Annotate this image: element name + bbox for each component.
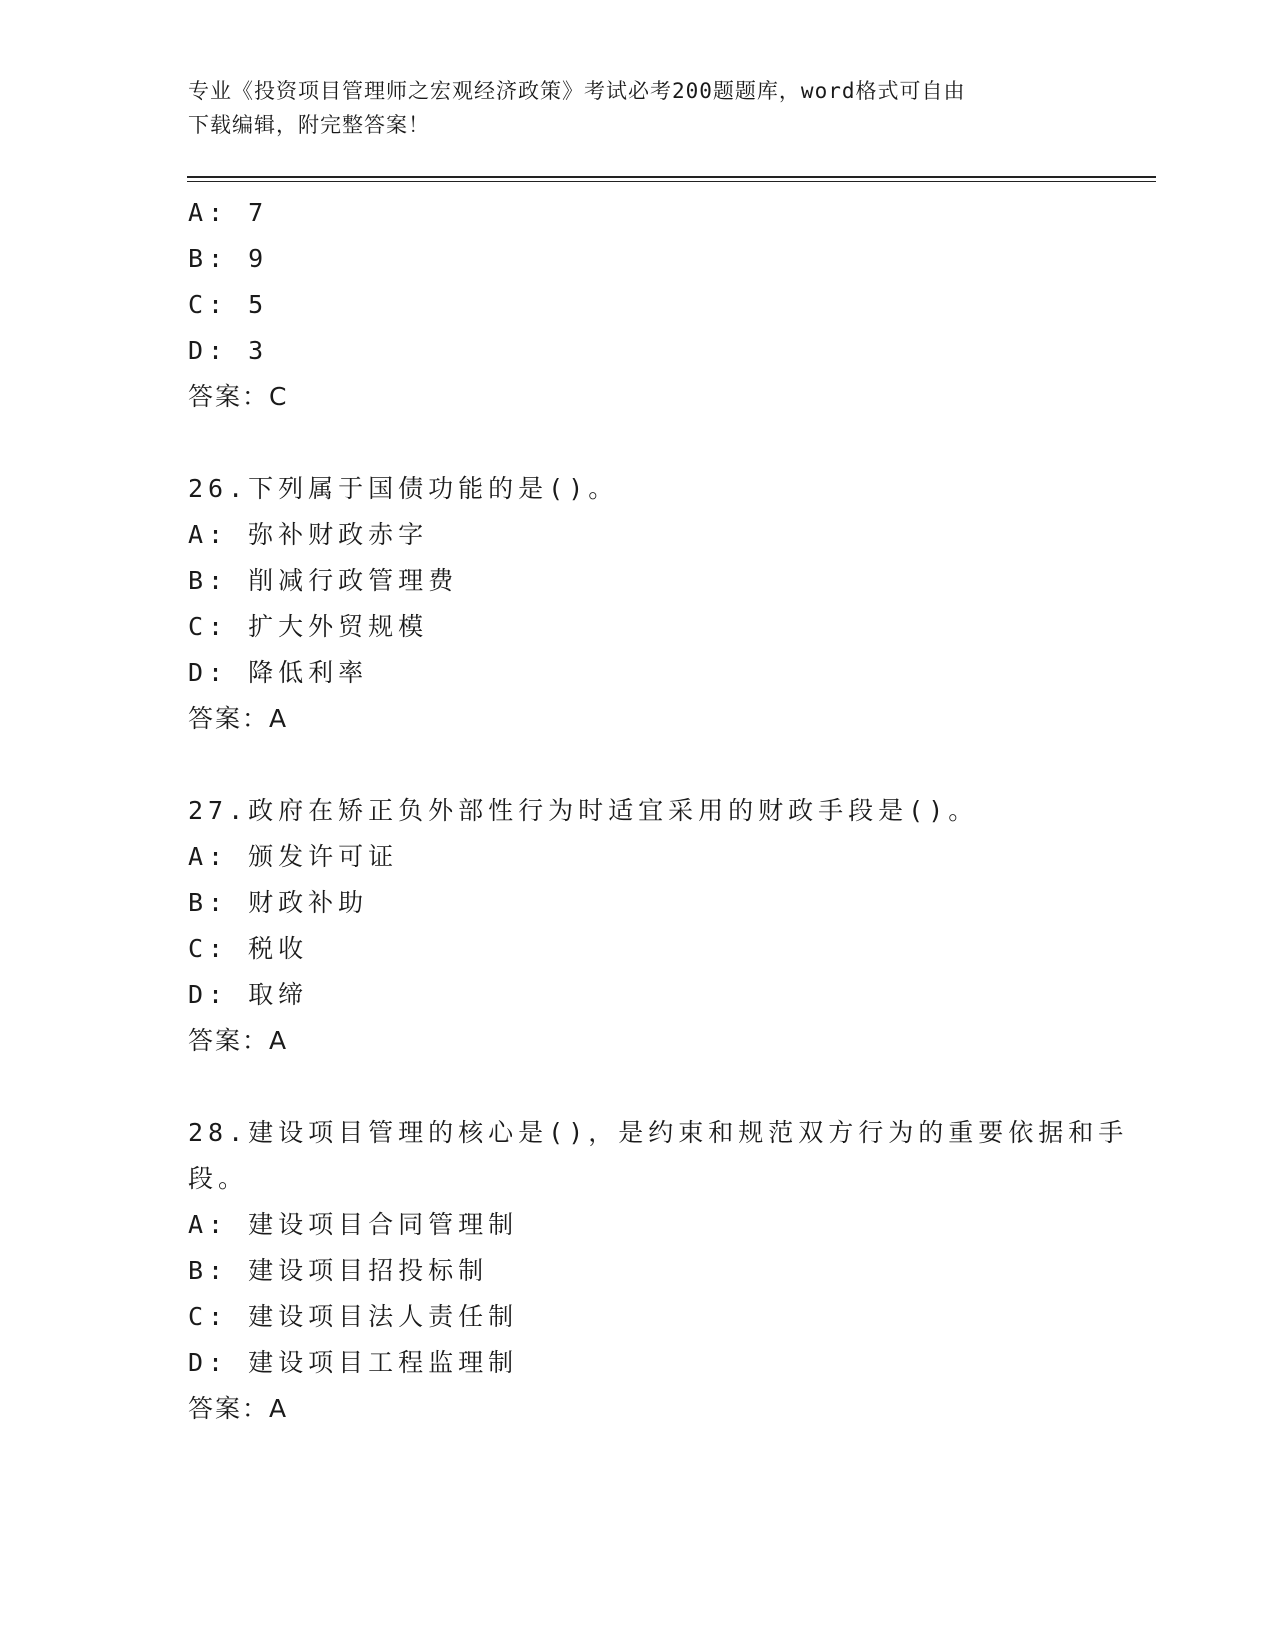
header-line-2: 下载编辑，附完整答案！: [188, 113, 430, 137]
question-text: 26.下列属于国债功能的是()。: [188, 474, 619, 503]
header-divider-thin: [187, 181, 1156, 182]
question-list: [188, 190, 1129, 1432]
answer: 答案：C: [188, 382, 289, 411]
option-c: C: 税收: [188, 934, 309, 963]
header-line-1: 专业《投资项目管理师之宏观经济政策》考试必考200题题库，word格式可自由: [188, 79, 966, 103]
answer: 答案：A: [188, 1026, 289, 1055]
option-b: B: 9: [188, 244, 269, 273]
question-28: [188, 1110, 1129, 1432]
option-c: C: 扩大外贸规模: [188, 612, 429, 641]
question-text-line-2: 段。: [188, 1164, 249, 1193]
option-d: D: 3: [188, 336, 269, 365]
option-a: A: 7: [188, 198, 269, 227]
option-b: B: 建设项目招投标制: [188, 1256, 489, 1285]
option-d: D: 取缔: [188, 980, 309, 1009]
option-b: B: 削减行政管理费: [188, 566, 459, 595]
option-a: A: 颁发许可证: [188, 842, 399, 871]
answer: 答案：A: [188, 704, 289, 733]
option-b: B: 财政补助: [188, 888, 369, 917]
question-26: [188, 466, 1088, 742]
header-divider-thick: [187, 176, 1156, 178]
option-c: C: 5: [188, 290, 269, 319]
option-a: A: 弥补财政赤字: [188, 520, 429, 549]
question-27: [188, 788, 1088, 1064]
answer: 答案：A: [188, 1394, 289, 1423]
option-d: D: 建设项目工程监理制: [188, 1348, 519, 1377]
question-25-partial: [188, 190, 1088, 420]
option-c: C: 建设项目法人责任制: [188, 1302, 519, 1331]
option-d: D: 降低利率: [188, 658, 369, 687]
document-header: [188, 74, 1088, 142]
option-a: A: 建设项目合同管理制: [188, 1210, 519, 1239]
question-text: 27.政府在矫正负外部性行为时适宜采用的财政手段是()。: [188, 796, 979, 825]
question-text-line-1: 28.建设项目管理的核心是()，是约束和规范双方行为的重要依据和手: [188, 1118, 1129, 1147]
